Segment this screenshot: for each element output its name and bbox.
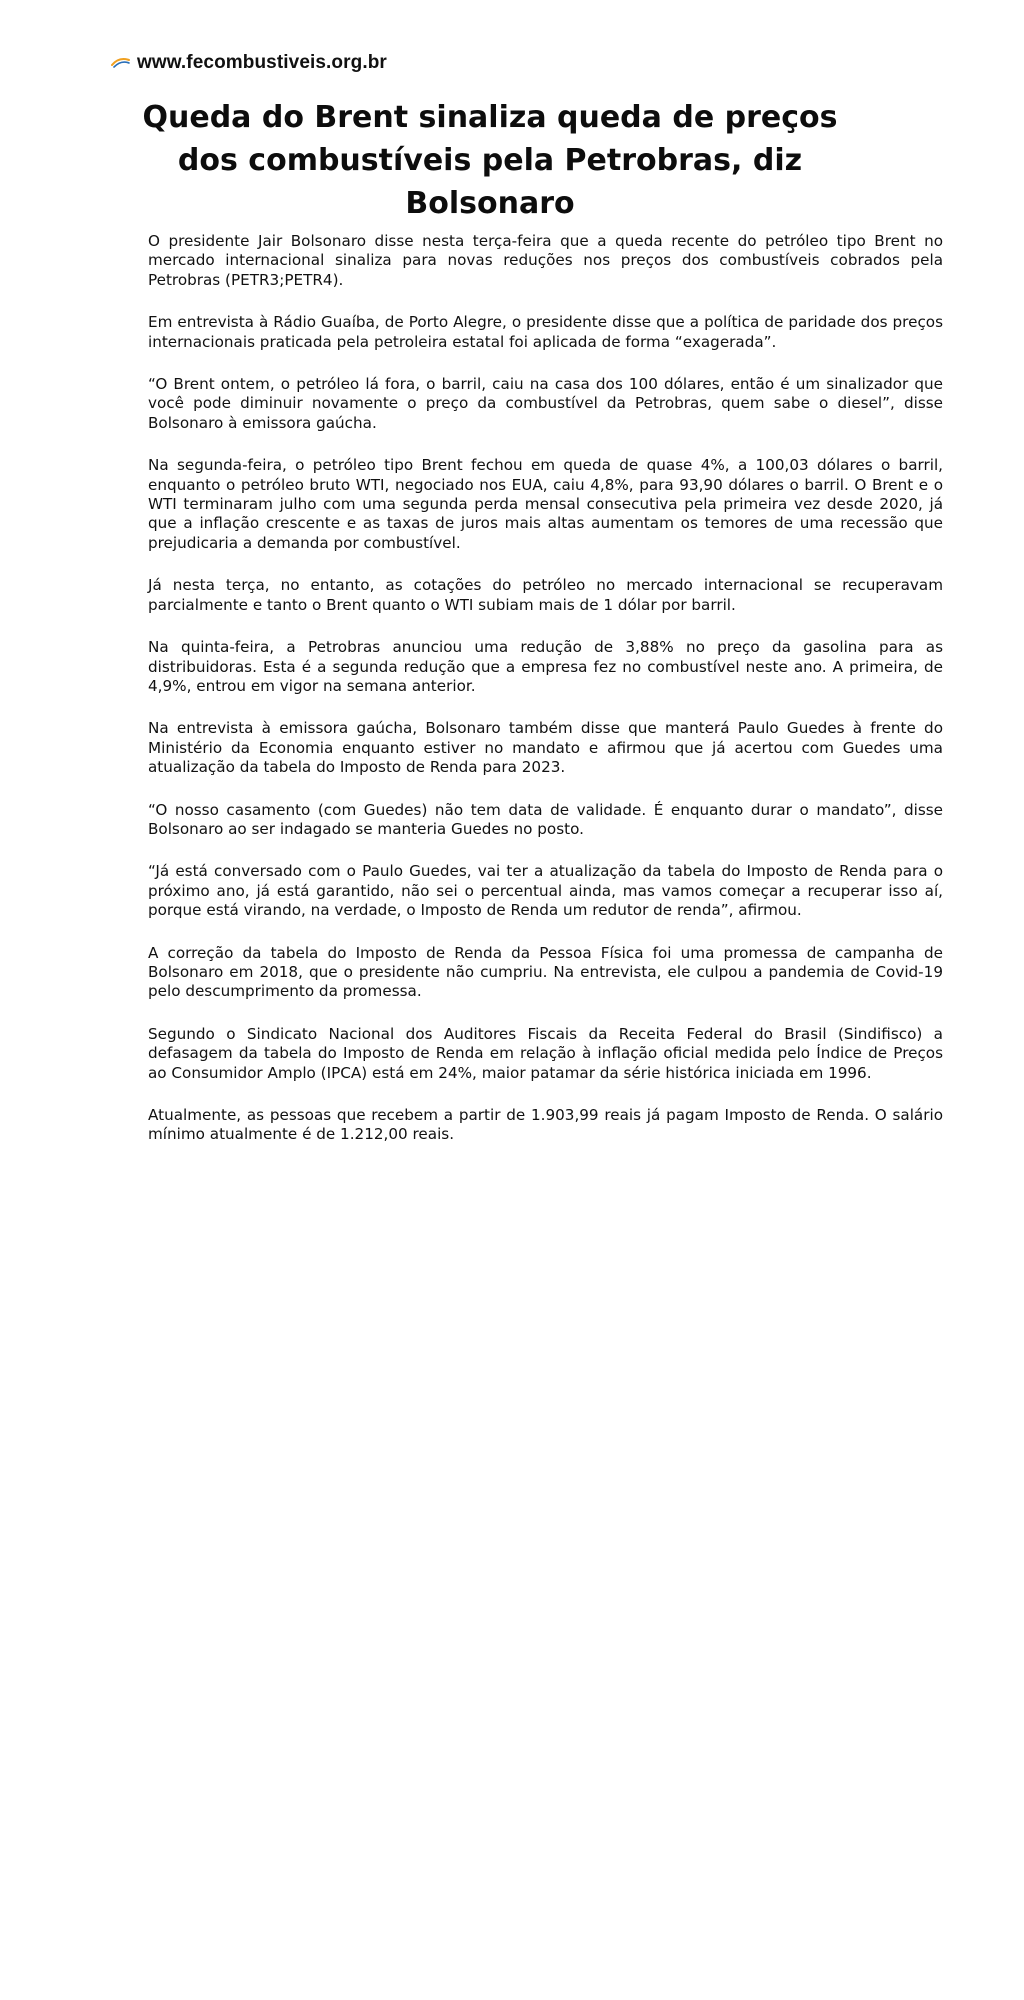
article-paragraph: Já nesta terça, no entanto, as cotações do petróleo no mercado internacional se recuperavam parcialmente e tanto o Brent quanto o WTI subiam mais de 1 dólar por barril. xyxy=(148,576,943,614)
fuel-swoosh-logo-icon xyxy=(111,56,131,70)
article-paragraph: “O Brent ontem, o petróleo lá fora, o barril, caiu na casa dos 100 dólares, então é um sinalizador que você pode diminuir novamente o preço da combustível da Petrobras, quem sabe o diesel”, disse Bolsonaro à emissora gaúcha. xyxy=(148,375,943,432)
article-paragraph: A correção da tabela do Imposto de Renda da Pessoa Física foi uma promessa de campanha de Bolsonaro em 2018, que o presidente não cumpriu. Na entrevista, ele culpou a pandemia de Covid-19 pelo descumprimento da promessa. xyxy=(148,943,943,1001)
article-paragraph: Na entrevista à emissora gaúcha, Bolsonaro também disse que manterá Paulo Guedes à frente do Ministério da Economia enquanto estiver no mandato e afirmou que já acertou com Guedes uma atualização da tabela do Imposto de Renda para 2023. xyxy=(148,719,943,777)
article-paragraph: “O nosso casamento (com Guedes) não tem data de validade. É enquanto durar o mandato”, disse Bolsonaro ao ser indagado se manteria Guedes no posto. xyxy=(148,800,943,838)
article-title: Queda do Brent sinaliza queda de preços dos combustíveis pela Petrobras, diz Bolsonaro xyxy=(142,100,838,221)
article-paragraph: Atualmente, as pessoas que recebem a partir de 1.903,99 reais já pagam Imposto de Renda. O salário mínimo atualmente é de 1.212,00 reais. xyxy=(148,1106,943,1144)
site-header xyxy=(111,52,387,74)
article-paragraph: Em entrevista à Rádio Guaíba, de Porto Alegre, o presidente disse que a política de paridade dos preços internacionais praticada pela petroleira estatal foi aplicada de forma “exagerada”. xyxy=(148,313,943,351)
article-paragraph: Na quinta-feira, a Petrobras anunciou uma redução de 3,88% no preço da gasolina para as distribuidoras. Esta é a segunda redução que a empresa fez no combustível neste ano. A primeira, de 4,9%, entrou em vigor na semana anterior. xyxy=(148,638,943,695)
site-url[interactable]: www.fecombustiveis.org.br xyxy=(137,52,387,73)
article-paragraph: Segundo o Sindicato Nacional dos Auditores Fiscais da Receita Federal do Brasil (Sindifisco) a defasagem da tabela do Imposto de Renda em relação à inflação oficial medida pelo Índice de Preços ao Consumidor Amplo (IPCA) está em 24%, maior patamar da série histórica iniciada em 1996. xyxy=(148,1024,943,1082)
article-paragraph: “Já está conversado com o Paulo Guedes, vai ter a atualização da tabela do Imposto de Renda para o próximo ano, já está garantido, não sei o percentual ainda, mas vamos começar a recuperar isso aí, porque está virando, na verdade, o Imposto de Renda um redutor de renda”, afirmou. xyxy=(148,862,943,920)
article-body xyxy=(148,232,943,1168)
article-paragraph: O presidente Jair Bolsonaro disse nesta terça-feira que a queda recente do petróleo tipo Brent no mercado internacional sinaliza para novas reduções nos preços dos combustíveis cobrados pela Petrobras (PETR3;PETR4). xyxy=(148,232,943,289)
article-paragraph: Na segunda-feira, o petróleo tipo Brent fechou em queda de quase 4%, a 100,03 dólares o barril, enquanto o petróleo bruto WTI, negociado nos EUA, caiu 4,8%, para 93,90 dólares o barril. O Brent e o WTI terminaram julho com uma segunda perda mensal consecutiva pela primeira vez desde 2020, já que a inflação crescente e as taxas de juros mais altas aumentam os temores de uma recessão que prejudicaria a demanda por combustível. xyxy=(148,456,943,552)
